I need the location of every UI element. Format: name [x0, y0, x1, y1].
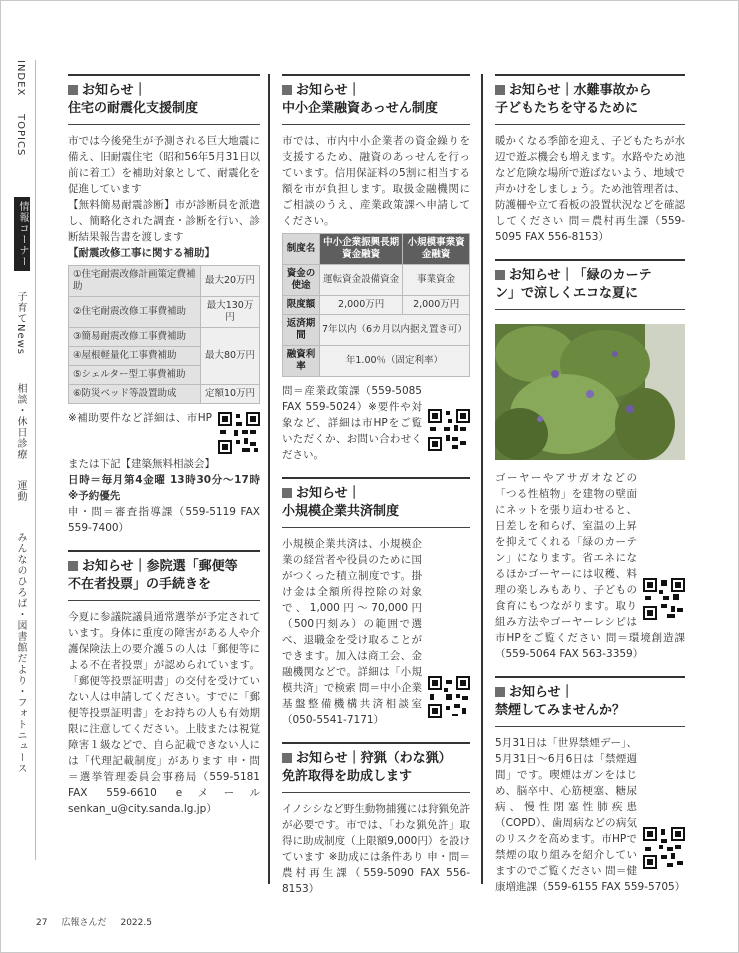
table-header: 資金の使途 — [283, 265, 320, 296]
table-cell: 定額10万円 — [201, 385, 260, 404]
article-hunting — [282, 742, 470, 897]
table-cell: 最大20万円 — [201, 266, 260, 297]
paragraph: 【無料簡易耐震診断】市が診断員を派遣し、簡略化された調査・診断を行い、診断結果報告書を渡します — [68, 199, 260, 243]
table-row — [69, 266, 260, 297]
heading-label: お知らせ｜「緑のカーテ — [509, 268, 652, 283]
table-cell: ④屋根軽量化工事費補助 — [69, 347, 201, 366]
table-cell: 最大80万円 — [201, 328, 260, 385]
square-bullet-icon — [495, 687, 505, 697]
table-row — [283, 346, 470, 377]
qr-code-icon[interactable] — [428, 676, 470, 718]
index-rule — [35, 60, 36, 860]
heading-label: お知らせ｜ — [82, 83, 147, 98]
heading-label: お知らせ｜参院選「郵便等 — [82, 559, 238, 574]
table-header: 中小企業振興長期資金融資 — [319, 234, 402, 265]
article-title: 免許取得を助成します — [282, 769, 413, 784]
table-cell: 年1.00％（固定利率） — [319, 346, 469, 377]
square-bullet-icon — [68, 561, 78, 571]
table-cell: 2,000万円 — [403, 296, 470, 315]
column-2 — [282, 74, 470, 911]
heading-label: お知らせ｜ — [296, 486, 361, 501]
paragraph: 問＝産業政策課（559-5085 FAX 559-5024）※要件や対象など、詳細は市HPをご覧いただくか、お問い合わせください。 — [282, 385, 422, 461]
table-cell: ②住宅耐震改修工事費補助 — [69, 297, 201, 328]
paragraph: 暖かくなる季節を迎え、子どもたちが水辺で遊ぶ機会も増えます。水路やため池など危険な場所で遊ばないよう、地域で声かけをしましょう。ため池管理者は、防護柵や立て看板の設置状況などを確認してください 問＝農村再生課（559-5095 FAX 556-8153） — [495, 135, 685, 243]
paragraph: 小規模企業共済は、小規模企業の経営者や役員のために国がつくった積立制度です。掛け金は全額所得控除の対象で、1,000円～70,000円（500円刻み）の範囲で選べ、退職金を受け取ることができます。加入は商工会、金融機関などで。詳細は「小規模共済」で検索 問＝中小企業基盤整備機構共済相談室（050-5541-7171） — [282, 538, 422, 726]
article-heading — [68, 74, 260, 125]
page-footer — [36, 915, 166, 928]
paragraph: 市では今後発生が予測される巨大地震に備え、旧耐震住宅（昭和56年5月31日以前に着工）を補助対象として、耐震化を促進しています — [68, 135, 260, 195]
page-number: 27 — [36, 918, 48, 928]
article-green-curtain — [495, 259, 685, 662]
paragraph: イノシシなど野生動物捕獲には狩猟免許が必要です。市では、「わな猟免許」取得に助成制度（上限額9,000円）を設けています ※助成には条件あり 申・問＝農村再生課（559-5090 FAX 556-8153） — [282, 803, 470, 895]
green-curtain-photo — [495, 324, 685, 460]
index-item-info[interactable]: 情報コーナー — [14, 197, 30, 271]
table-cell: ⑤シェルター型工事費補助 — [69, 366, 201, 385]
column-divider — [268, 74, 270, 884]
table-row — [69, 385, 260, 404]
index-item-clinic[interactable]: 相談・休日診療 — [15, 382, 26, 460]
article-heading — [282, 742, 470, 793]
paragraph: 申・問＝審査指導課（559-5119 FAX 559-7400） — [68, 506, 260, 534]
article-seismic — [68, 74, 260, 536]
table-cell: 最大130万円 — [201, 297, 260, 328]
square-bullet-icon — [68, 85, 78, 95]
article-title: 不在者投票」の手続きを — [68, 577, 212, 592]
subsidy-table — [68, 265, 260, 404]
side-index — [14, 60, 36, 782]
table-cell: 事業資金 — [403, 265, 470, 296]
table-header: 融資利率 — [283, 346, 320, 377]
article-quit-smoking — [495, 676, 685, 895]
qr-code-icon[interactable] — [428, 409, 470, 451]
table-row — [283, 234, 470, 265]
table-cell: ①住宅耐震改修計画策定費補助 — [69, 266, 201, 297]
article-heading — [282, 477, 470, 528]
article-heading — [282, 74, 470, 125]
column-1 — [68, 74, 260, 831]
article-mutual-aid — [282, 477, 470, 728]
table-cell: ⑥防災ベッド等設置助成 — [69, 385, 201, 404]
index-item-kids[interactable]: 子育てNews — [15, 290, 26, 355]
article-title: 住宅の耐震化支援制度 — [68, 101, 199, 116]
square-bullet-icon — [495, 270, 505, 280]
square-bullet-icon — [282, 488, 292, 498]
paragraph: 日時＝毎月第4金曜 13時30分～17時 ※予約優先 — [68, 474, 260, 502]
table-row — [283, 296, 470, 315]
table-row — [69, 297, 260, 328]
column-divider — [481, 74, 483, 884]
publication-name: 広報さんだ — [61, 918, 107, 928]
article-water-safety — [495, 74, 685, 245]
paragraph: ※補助要件など詳細は、市HPまたは下記【建築無料相談会】 — [68, 412, 215, 470]
square-bullet-icon — [282, 85, 292, 95]
table-cell: ③簡易耐震改修工事費補助 — [69, 328, 201, 347]
table-header: 小規模事業資金融資 — [403, 234, 470, 265]
article-election — [68, 550, 260, 817]
table-row — [283, 315, 470, 346]
article-title: 子どもたちを守るために — [495, 101, 639, 116]
paragraph: ゴーヤーやアサガオなどの「つる性植物」を建物の壁面にネットを張り這わせると、日差しを和らげ、室温の上昇を抑えてくれる「緑のカーテン」になります。省エネになるほかゴーヤーには収穫、料理の楽しみもあり、子どもの食育にもつながります。取り組み方法やゴーヤーレシピは市HPをご覧ください 問＝環境創造課（559-5064 FAX 563-3359） — [495, 472, 685, 660]
article-title: 禁煙してみませんか？ — [495, 703, 626, 718]
index-item-community[interactable]: みんなのひろば・図書館だより・フォトニュース — [15, 531, 26, 774]
table-header: 限度額 — [283, 296, 320, 315]
issue-date: 2022.5 — [120, 918, 152, 928]
subheading: 【耐震改修工事に関する補助】 — [68, 247, 215, 259]
qr-code-icon[interactable] — [218, 412, 260, 454]
paragraph: 市では、市内中小企業者の資金繰りを支援するため、融資のあっせんを行っています。信用保証料の5割に相当する額を市が負担します。取扱金融機関にご相談のうえ、産業政策課へ申請してください。 — [282, 135, 470, 227]
table-row — [69, 328, 260, 347]
heading-label: お知らせ｜水難事故から — [509, 83, 652, 98]
index-item-sports[interactable]: 運動 — [15, 479, 26, 502]
article-heading — [495, 676, 685, 727]
table-header: 返済期間 — [283, 315, 320, 346]
article-title: 小規模企業共済制度 — [282, 504, 400, 519]
article-heading — [495, 74, 685, 125]
table-header: 制度名 — [283, 234, 320, 265]
article-title: ン」で涼しくエコな夏に — [495, 286, 639, 301]
heading-label: お知らせ｜狩猟（わな猟） — [296, 751, 452, 766]
loan-table — [282, 233, 470, 377]
qr-code-icon[interactable] — [643, 827, 685, 869]
qr-code-icon[interactable] — [643, 578, 685, 620]
paragraph: 5月31日は「世界禁煙デー」、5月31日～6月6日は「禁煙週間」です。喫煙はガンをはじめ、脳卒中、心筋梗塞、糖尿病、慢性閉塞性肺疾患（COPD）、歯周病などの病気のリスクを高めます。市HPで禁煙の取り組みを紹介していますのでご覧ください 問＝健康増進課（559-6155 FAX 559-5705） — [495, 737, 686, 893]
article-loan — [282, 74, 470, 463]
index-item-topics[interactable]: TOPICS — [15, 114, 26, 157]
index-item-index[interactable]: INDEX — [15, 60, 26, 97]
heading-label: お知らせ｜ — [509, 685, 574, 700]
paragraph: 今夏に参議院議員通常選挙が予定されています。身体に重度の障害がある人や介護保険法上の要介護５の人は「郵便等による不在者投票」が認められています。「郵便等投票証明書」の交付を受けていない人は申請してください。すでに「郵便等投票証明書」をお持ちの人も有効期限に注意してください。上肢または視覚障害１級などで、自ら記載できない人には「代理記載制度」があります 申・問＝選挙管理委員会事務局（559-5181 FAX 559-6610 eメール senkan_u@city.sanda.lg.jp） — [68, 611, 260, 815]
square-bullet-icon — [282, 753, 292, 763]
heading-label: お知らせ｜ — [296, 83, 361, 98]
table-row — [283, 265, 470, 296]
article-heading — [495, 259, 685, 310]
table-cell: 2,000万円 — [319, 296, 402, 315]
article-title: 中小企業融資あっせん制度 — [282, 101, 438, 116]
article-heading — [68, 550, 260, 601]
table-cell: 運転資金設備資金 — [319, 265, 402, 296]
column-3 — [495, 74, 685, 909]
square-bullet-icon — [495, 85, 505, 95]
table-cell: 7年以内（6カ月以内据え置き可） — [319, 315, 469, 346]
